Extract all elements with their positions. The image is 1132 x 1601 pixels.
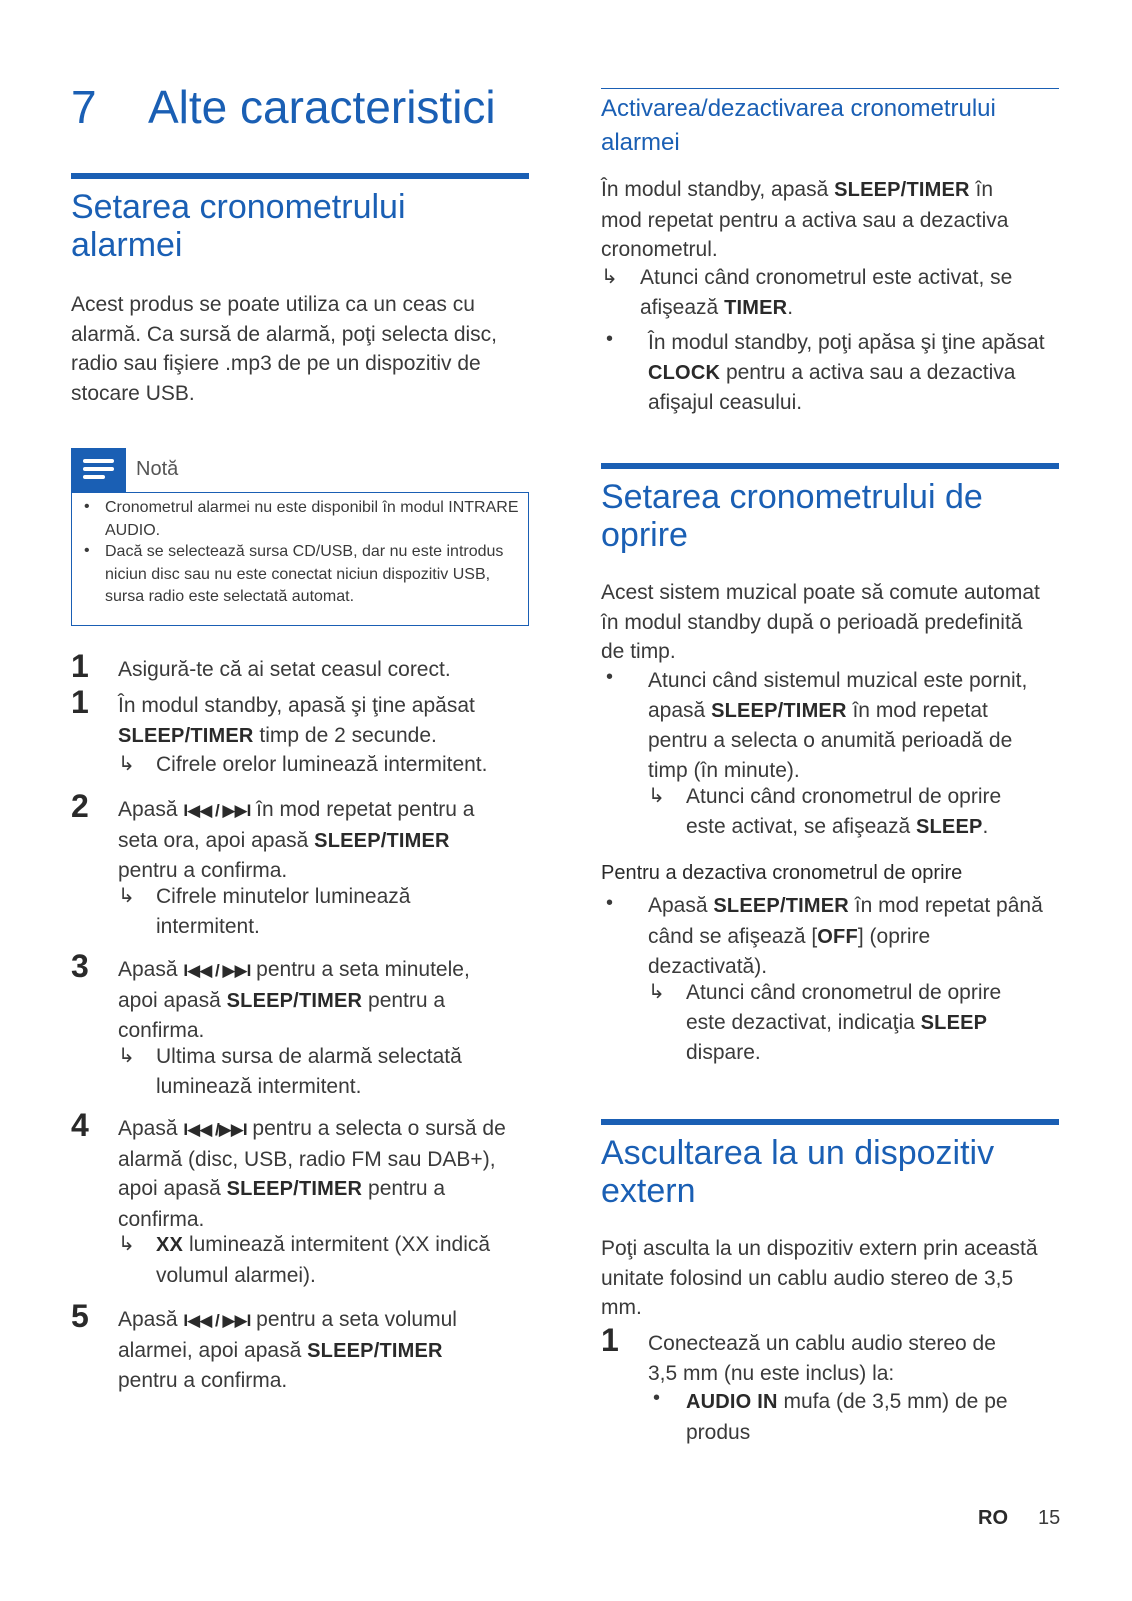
- chapter-number: 7: [71, 81, 97, 133]
- prev-next-icon: I◀◀ / ▶▶I: [183, 961, 251, 980]
- sleep-result: Atunci când cronometrul de oprire este activat, se afişează SLEEP.: [686, 785, 1002, 838]
- subsection-rule: [601, 88, 1059, 89]
- sleep-timer-label: SLEEP/TIMER: [307, 1339, 443, 1362]
- section-rule: [601, 1119, 1059, 1125]
- result-arrow-icon: ↳: [648, 981, 665, 1003]
- note-icon: [71, 448, 126, 492]
- deactivate-heading: Pentru a dezactiva cronometrul de oprire: [601, 862, 963, 884]
- step-result: XX luminează intermitent (XX indică volumul alarmei).: [156, 1233, 491, 1287]
- step-text: În modul standby, apasă şi ţine apăsat SLEEP/TIMER timp de 2 secunde.: [118, 694, 475, 747]
- step-text: Apasă I◀◀ / ▶▶I pentru a seta volumul alarmei, apoi apasă SLEEP/TIMER pentru a confirma.: [118, 1308, 457, 1392]
- deactivate-result: Atunci când cronometrul de oprire este dezactivat, indicaţia SLEEP dispare.: [686, 981, 1002, 1064]
- step-number: 1: [71, 684, 89, 720]
- page-number: 15: [1038, 1507, 1061, 1529]
- step-number: 1: [601, 1322, 619, 1358]
- step-result: Cifrele orelor luminează intermitent.: [156, 753, 488, 776]
- sleep-bullet-text: Atunci când sistemul muzical este pornit, apasă SLEEP/TIMER în mod repetat pentru a selecta o anumită perioadă de timp (în minute).: [648, 669, 1028, 782]
- prev-next-icon: I◀◀ / ▶▶I: [183, 801, 251, 820]
- sleep-timer-label: SLEEP/TIMER: [713, 895, 849, 917]
- bullet: •: [653, 1387, 661, 1409]
- step-number: 4: [71, 1107, 89, 1143]
- clock-toggle-text: În modul standby, poţi apăsa şi ţine apăsat CLOCK pentru a activa sau a dezactiva afişajul ceasului.: [648, 331, 1045, 414]
- sleep-timer-label: SLEEP/TIMER: [226, 1178, 363, 1200]
- note-item: Dacă se selectează sursa CD/USB, dar nu este introdus niciun disc sau nu este conectat niciun dispozitiv USB, sursa radio este selectată automat.: [105, 543, 504, 605]
- step-number: 2: [71, 788, 89, 824]
- section-title-alarm: Setarea cronometrului alarmei: [71, 188, 406, 264]
- deactivate-bullet-text: Apasă SLEEP/TIMER în mod repetat până când se afişează [OFF] (oprire dezactivată).: [648, 894, 1043, 978]
- sleep-timer-label: SLEEP/TIMER: [314, 829, 450, 852]
- chapter-title: [71, 80, 496, 134]
- external-intro: Poţi asculta la un dispozitiv extern prin această unitate folosind un cablu audio stereo de 3,5 mm.: [601, 1237, 1038, 1319]
- audio-in-text: AUDIO IN mufa (de 3,5 mm) de pe produs: [686, 1390, 1008, 1444]
- footer-language: RO: [978, 1507, 1008, 1529]
- section-rule: [71, 173, 529, 179]
- step-text: Asigură-te că ai setat ceasul corect.: [118, 658, 451, 681]
- note-bullet: •: [84, 542, 90, 559]
- sleep-timer-label: SLEEP/TIMER: [711, 699, 847, 722]
- section-rule: [601, 463, 1059, 469]
- clock-label: CLOCK: [648, 361, 721, 384]
- sleep-timer-label: SLEEP/TIMER: [226, 989, 363, 1012]
- section-title-external: Ascultarea la un dispozitiv extern: [601, 1134, 995, 1210]
- step-number: 5: [71, 1298, 89, 1334]
- result-arrow-icon: ↳: [648, 785, 665, 807]
- result-arrow-icon: ↳: [601, 266, 618, 288]
- step-number: 3: [71, 948, 89, 984]
- step-result: Cifrele minutelor luminează intermitent.: [156, 885, 411, 938]
- sleep-intro: Acest sistem muzical poate să comute automat în modul standby după o perioadă predefinită de timp.: [601, 581, 1040, 663]
- audio-in-label: AUDIO IN: [686, 1391, 778, 1413]
- prev-next-icon: I◀◀ / ▶▶I: [183, 1311, 251, 1330]
- bullet: •: [606, 666, 614, 688]
- bullet: •: [606, 328, 614, 350]
- prev-next-icon: I◀◀ /▶▶I: [183, 1120, 247, 1139]
- section-title-sleep: Setarea cronometrului de oprire: [601, 478, 983, 554]
- chapter-title-text: Alte caracteristici: [148, 81, 496, 133]
- result-arrow-icon: ↳: [118, 1233, 135, 1255]
- bullet: •: [606, 892, 614, 914]
- result-arrow-icon: ↳: [118, 753, 135, 775]
- alarm-toggle-result: Atunci când cronometrul este activat, se afişează TIMER.: [640, 266, 1013, 319]
- step-text: Apasă I◀◀ / ▶▶I pentru a seta minutele, apoi apasă SLEEP/TIMER pentru a confirma.: [118, 958, 470, 1042]
- note-item: Cronometrul alarmei nu este disponibil în modul INTRARE AUDIO.: [105, 499, 519, 539]
- subsection-title-alarm-toggle: Activarea/dezactivarea cronometrului alarmei: [601, 95, 996, 156]
- sleep-timer-label: SLEEP/TIMER: [118, 724, 254, 747]
- note-bullet: •: [84, 498, 90, 515]
- step-number: 1: [71, 648, 89, 684]
- note-label: Notă: [136, 458, 179, 480]
- step-text: Apasă I◀◀ /▶▶I pentru a selecta o sursă de alarmă (disc, USB, radio FM sau DAB+), apoi apasă SLEEP/TIMER pentru a confirma.: [118, 1117, 506, 1231]
- step-text: Conectează un cablu audio stereo de 3,5 mm (nu este inclus) la:: [648, 1332, 996, 1385]
- sleep-timer-label: SLEEP/TIMER: [834, 179, 970, 201]
- step-result: Ultima sursa de alarmă selectată luminează intermitent.: [156, 1045, 462, 1098]
- step-text: Apasă I◀◀ / ▶▶I în mod repetat pentru a seta ora, apoi apasă SLEEP/TIMER pentru a confirma.: [118, 798, 475, 882]
- result-arrow-icon: ↳: [118, 885, 135, 907]
- alarm-intro: Acest produs se poate utiliza ca un ceas cu alarmă. Ca sursă de alarmă, poţi selecta disc, radio sau fişiere .mp3 de pe un dispozitiv de stocare USB.: [71, 293, 498, 405]
- alarm-toggle-text: În modul standby, apasă SLEEP/TIMER în mod repetat pentru a activa sau a dezactiva cronometrul.: [601, 178, 1009, 261]
- result-arrow-icon: ↳: [118, 1045, 135, 1067]
